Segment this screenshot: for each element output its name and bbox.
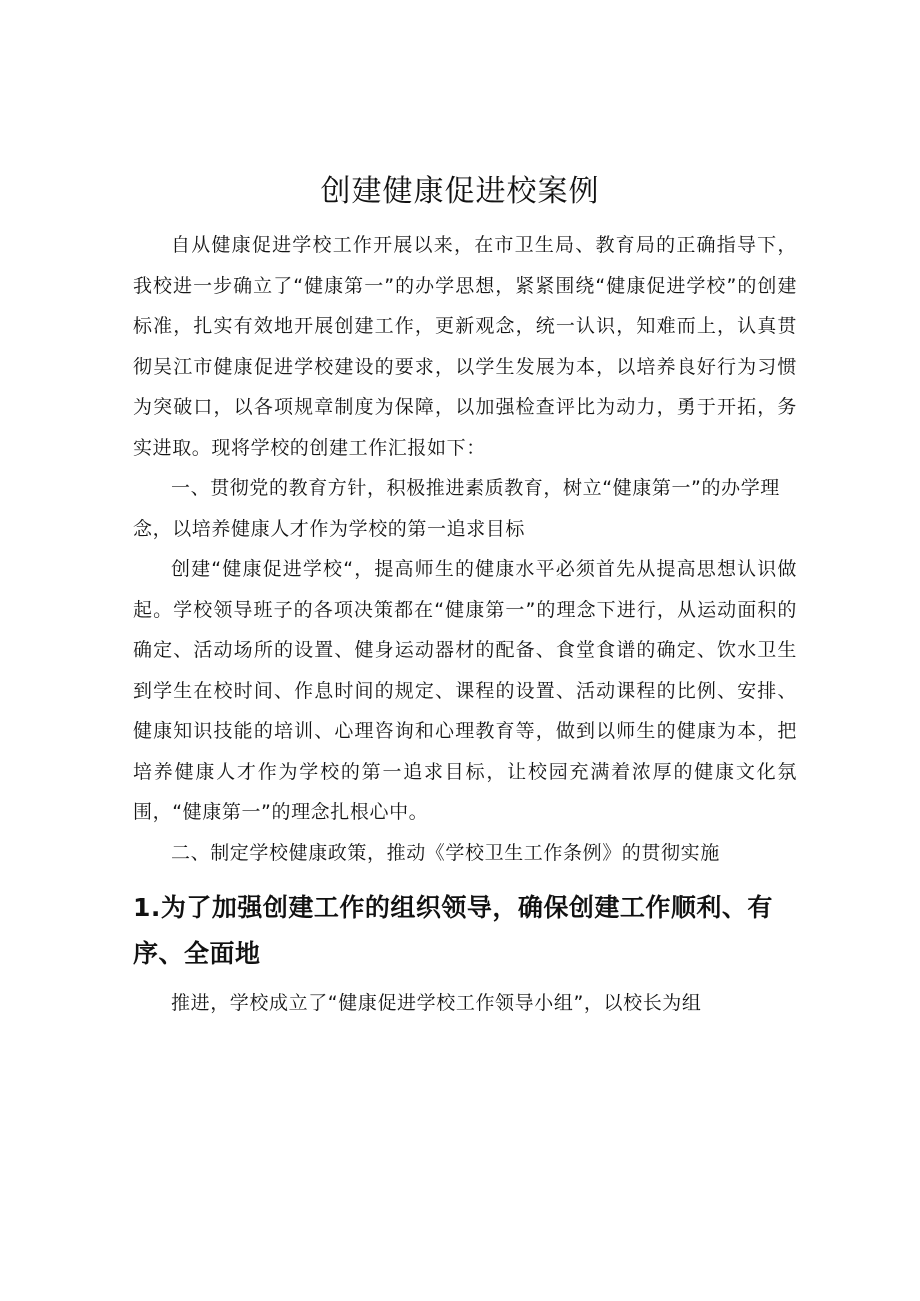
subsection-1-heading: 1.为了加强创建工作的组织领导，确保创建工作顺利、有序、全面地 bbox=[133, 893, 773, 968]
section-1-heading: 一、贯彻党的教育方针，积极推进素质教育，树立“健康第一”的办学理念，以培养健康人才作为学校的第一追求目标 bbox=[133, 477, 780, 540]
intro-paragraph: 自从健康促进学校工作开展以来，在市卫生局、教育局的正确指导下，我校进一步确立了“健康第一”的办学思想，紧紧围绕“健康促进学校”的创建标准，扎实有效地开展创建工作，更新观念，统一认识，知难而上，认真贯彻吴江市健康促进学校建设的要求，以学生发展为本，以培养良好行为习惯为突破口，以各项规章制度为保障，以加强检查评比为动力，勇于开拓，务实进取。现将学校的创建工作汇报如下： bbox=[133, 234, 797, 459]
document-body bbox=[133, 225, 797, 1024]
section-1-paragraph: 创建“健康促进学校“，提高师生的健康水平必须首先从提高思想认识做起。学校领导班子的各项决策都在“健康第一”的理念下进行，从运动面积的确定、活动场所的设置、健身运动器材的配备、食堂食谱的确定、饮水卫生到学生在校时间、作息时间的规定、课程的设置、活动课程的比例、安排、健康知识技能的培训、心理咨询和心理教育等，做到以师生的健康为本，把培养健康人才作为学校的第一追求目标，让校园充满着浓厚的健康文化氛围，“健康第一”的理念扎根心中。 bbox=[133, 558, 797, 823]
document-title: 创建健康促进校案例 bbox=[320, 174, 600, 209]
section-2-heading: 二、制定学校健康政策，推动《学校卫生工作条例》的贯彻实施 bbox=[171, 841, 720, 864]
subsection-1-paragraph: 推进，学校成立了“健康促进学校工作领导小组”，以校长为组 bbox=[171, 992, 702, 1014]
